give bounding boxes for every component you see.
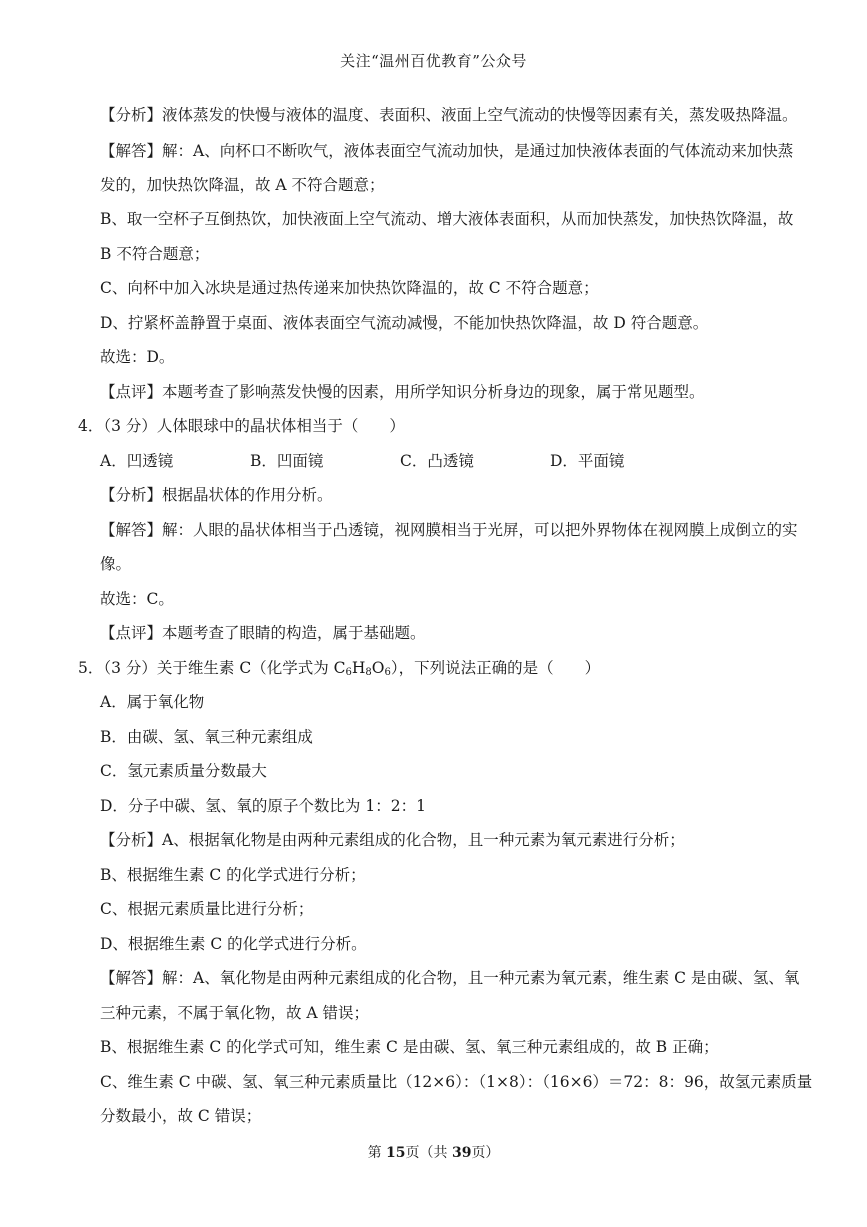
answer-q3-line2: 发的，加快热饮降温，故 A 不符合题意； bbox=[100, 176, 385, 194]
page-footer: 第 15页（共 39页） bbox=[367, 1145, 500, 1161]
comment-q4: 【点评】本题考查了眼睛的构造，属于基础题。 bbox=[100, 624, 426, 642]
question-4-options bbox=[100, 450, 800, 472]
analysis-q5-line2: B、根据维生素 C 的化学式进行分析； bbox=[100, 866, 366, 884]
question-5: 5．（3 分）关于维生素 C（化学式为 $C_6H_8O_6$），下列说法正确的是（ ） bbox=[78, 659, 601, 678]
q5-option-a: A．属于氧化物 bbox=[100, 693, 205, 711]
answer-q5-line2: 三种元素，不属于氧化物，故 A 错误； bbox=[100, 1004, 370, 1022]
question-4: 4．（3 分）人体眼球中的晶状体相当于（ ） bbox=[78, 417, 405, 435]
current-page-number: 15 bbox=[386, 1145, 406, 1161]
answer-q4-choice: 故选：C。 bbox=[100, 590, 174, 608]
answer-q3-line1: 【解答】解：A、向杯口不断吹气，液体表面空气流动加快，是通过加快液体表面的气体流动来加快蒸 bbox=[100, 142, 794, 160]
q5-option-d: D．分子中碳、氢、氧的原子个数比为 1：2：1 bbox=[100, 797, 426, 815]
analysis-q5-line3: C、根据元素质量比进行分析； bbox=[100, 900, 314, 918]
comment-q3: 【点评】本题考查了影响蒸发快慢的因素，用所学知识分析身边的现象，属于常见题型。 bbox=[100, 383, 705, 401]
q4-option-b: B．凹面镜 bbox=[250, 452, 324, 470]
analysis-q4: 【分析】根据晶状体的作用分析。 bbox=[100, 486, 333, 504]
answer-q3-line5: C、向杯中加入冰块是通过热传递来加快热饮降温的，故 C 不符合题意； bbox=[100, 279, 599, 297]
q4-option-c: C．凸透镜 bbox=[400, 452, 474, 470]
answer-q5-line5: 分数最小，故 C 错误； bbox=[100, 1107, 262, 1125]
q5-option-c: C．氢元素质量分数最大 bbox=[100, 762, 267, 780]
analysis-q5-line4: D、根据维生素 C 的化学式进行分析。 bbox=[100, 935, 367, 953]
q5-option-b: B．由碳、氢、氧三种元素组成 bbox=[100, 728, 313, 746]
answer-q3-line6: D、拧紧杯盖静置于桌面、液体表面空气流动减慢，不能加快热饮降温，故 D 符合题意。 bbox=[100, 314, 709, 332]
answer-q3-choice: 故选：D。 bbox=[100, 348, 175, 366]
q4-option-a: A．凹透镜 bbox=[100, 452, 174, 470]
answer-q4-line2: 像。 bbox=[100, 555, 132, 573]
answer-q3-line4: B 不符合题意； bbox=[100, 245, 210, 263]
total-pages: 39 bbox=[451, 1145, 472, 1161]
answer-q5-line1: 【解答】解：A、氧化物是由两种元素组成的化合物，且一种元素为氧元素，维生素 C 是由碳、氢、氧 bbox=[100, 969, 800, 987]
answer-q5-line3: B、根据维生素 C 的化学式可知，维生素 C 是由碳、氢、氧三种元素组成的，故 B 正确； bbox=[100, 1038, 719, 1056]
q4-option-d: D．平面镜 bbox=[550, 452, 625, 470]
answer-q5-line4: C、维生素 C 中碳、氢、氧三种元素质量比（12×6）：（1×8）：（16×6）＝72：8：96，故氢元素质量 bbox=[100, 1073, 813, 1091]
page-header: 关注“温州百优教育”公众号 bbox=[340, 52, 527, 70]
answer-q3-line3: B、取一空杯子互倒热饮，加快液面上空气流动、增大液体表面积，从而加快蒸发，加快热饮降温，故 bbox=[100, 210, 794, 228]
answer-q4-line1: 【解答】解：人眼的晶状体相当于凸透镜，视网膜相当于光屏，可以把外界物体在视网膜上成倒立的实 bbox=[100, 521, 798, 539]
analysis-q3: 【分析】液体蒸发的快慢与液体的温度、表面积、液面上空气流动的快慢等因素有关，蒸发吸热降温。 bbox=[100, 106, 798, 124]
analysis-q5-line1: 【分析】A、根据氧化物是由两种元素组成的化合物，且一种元素为氧元素进行分析； bbox=[100, 831, 685, 849]
